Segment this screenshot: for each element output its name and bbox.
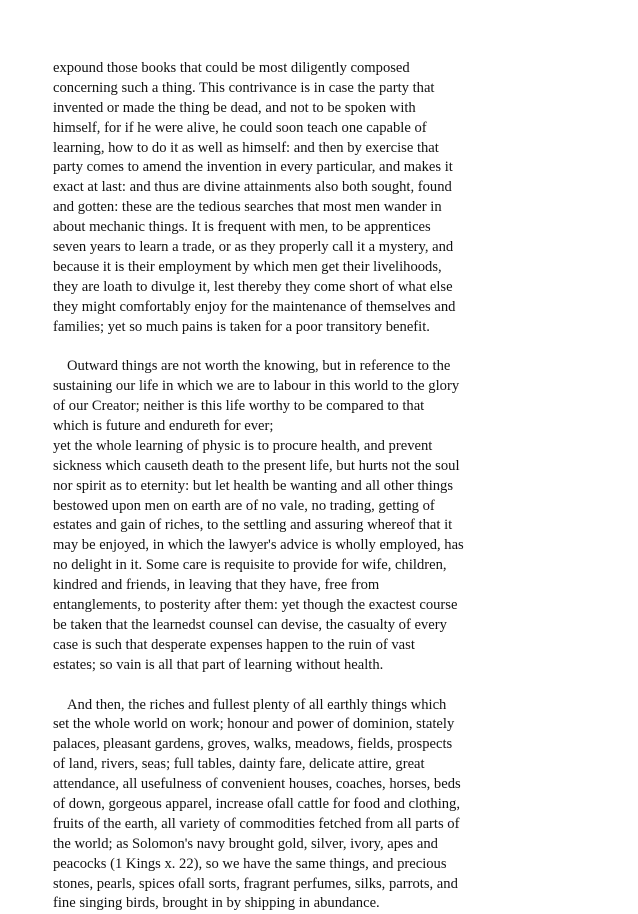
text-line: peacocks (1 Kings x. 22), so we have the same things, and precious [53,855,483,875]
text-line: seven years to learn a trade, or as they properly call it a mystery, and [53,238,483,258]
text-line: fine singing birds, brought in by shipping in abundance. [53,894,483,914]
text-line: of land, rivers, seas; full tables, dainty fare, delicate attire, great [53,755,483,775]
text-line: the world; as Solomon's navy brought gold, silver, ivory, apes and [53,835,483,855]
text-line: entanglements, to posterity after them: yet though the exactest course [53,596,483,616]
text-line: and gotten: these are the tedious searches that most men wander in [53,198,483,218]
text-line: himself, for if he were alive, he could soon teach one capable of [53,119,483,139]
text-line: be taken that the learnedst counsel can devise, the casualty of every [53,616,483,636]
text-line: which is future and endureth for ever; [53,417,483,437]
text-line: fruits of the earth, all variety of commodities fetched from all parts of [53,815,483,835]
text-line: because it is their employment by which men get their livelihoods, [53,258,483,278]
paragraph-1 [53,59,483,337]
text-line: concerning such a thing. This contrivance is in case the party that [53,79,483,99]
text-line: may be enjoyed, in which the lawyer's advice is wholly employed, has [53,536,483,556]
text-line: estates and gain of riches, to the settling and assuring whereof that it [53,516,483,536]
text-line: of our Creator; neither is this life worthy to be compared to that [53,397,483,417]
text-line: sustaining our life in which we are to labour in this world to the glory [53,377,483,397]
text-line: kindred and friends, in leaving that they have, free from [53,576,483,596]
text-line: sickness which causeth death to the present life, but hurts not the soul [53,457,483,477]
text-line: families; yet so much pains is taken for a poor transitory benefit. [53,318,483,338]
text-line: invented or made the thing be dead, and not to be spoken with [53,99,483,119]
text-line: expound those books that could be most diligently composed [53,59,483,79]
text-line: estates; so vain is all that part of learning without health. [53,656,483,676]
document-page [53,59,483,914]
text-line: Outward things are not worth the knowing, but in reference to the [53,357,483,377]
text-line: about mechanic things. It is frequent with men, to be apprentices [53,218,483,238]
text-line: case is such that desperate expenses happen to the ruin of vast [53,636,483,656]
text-line: And then, the riches and fullest plenty of all earthly things which [53,696,483,716]
text-line: nor spirit as to eternity: but let health be wanting and all other things [53,477,483,497]
text-line: yet the whole learning of physic is to procure health, and prevent [53,437,483,457]
text-line: learning, how to do it as well as himself: and then by exercise that [53,139,483,159]
text-line: of down, gorgeous apparel, increase ofall cattle for food and clothing, [53,795,483,815]
text-line: attendance, all usefulness of convenient houses, coaches, horses, beds [53,775,483,795]
text-line: they are loath to divulge it, lest thereby they come short of what else [53,278,483,298]
text-line: palaces, pleasant gardens, groves, walks, meadows, fields, prospects [53,735,483,755]
text-line: no delight in it. Some care is requisite to provide for wife, children, [53,556,483,576]
text-line: they might comfortably enjoy for the maintenance of themselves and [53,298,483,318]
paragraph-2 [53,357,483,675]
text-line: party comes to amend the invention in every particular, and makes it [53,158,483,178]
text-line: bestowed upon men on earth are of no vale, no trading, getting of [53,497,483,517]
text-line: set the whole world on work; honour and power of dominion, stately [53,715,483,735]
text-line: exact at last: and thus are divine attainments also both sought, found [53,178,483,198]
text-line: stones, pearls, spices ofall sorts, fragrant perfumes, silks, parrots, and [53,875,483,895]
paragraph-3 [53,696,483,914]
